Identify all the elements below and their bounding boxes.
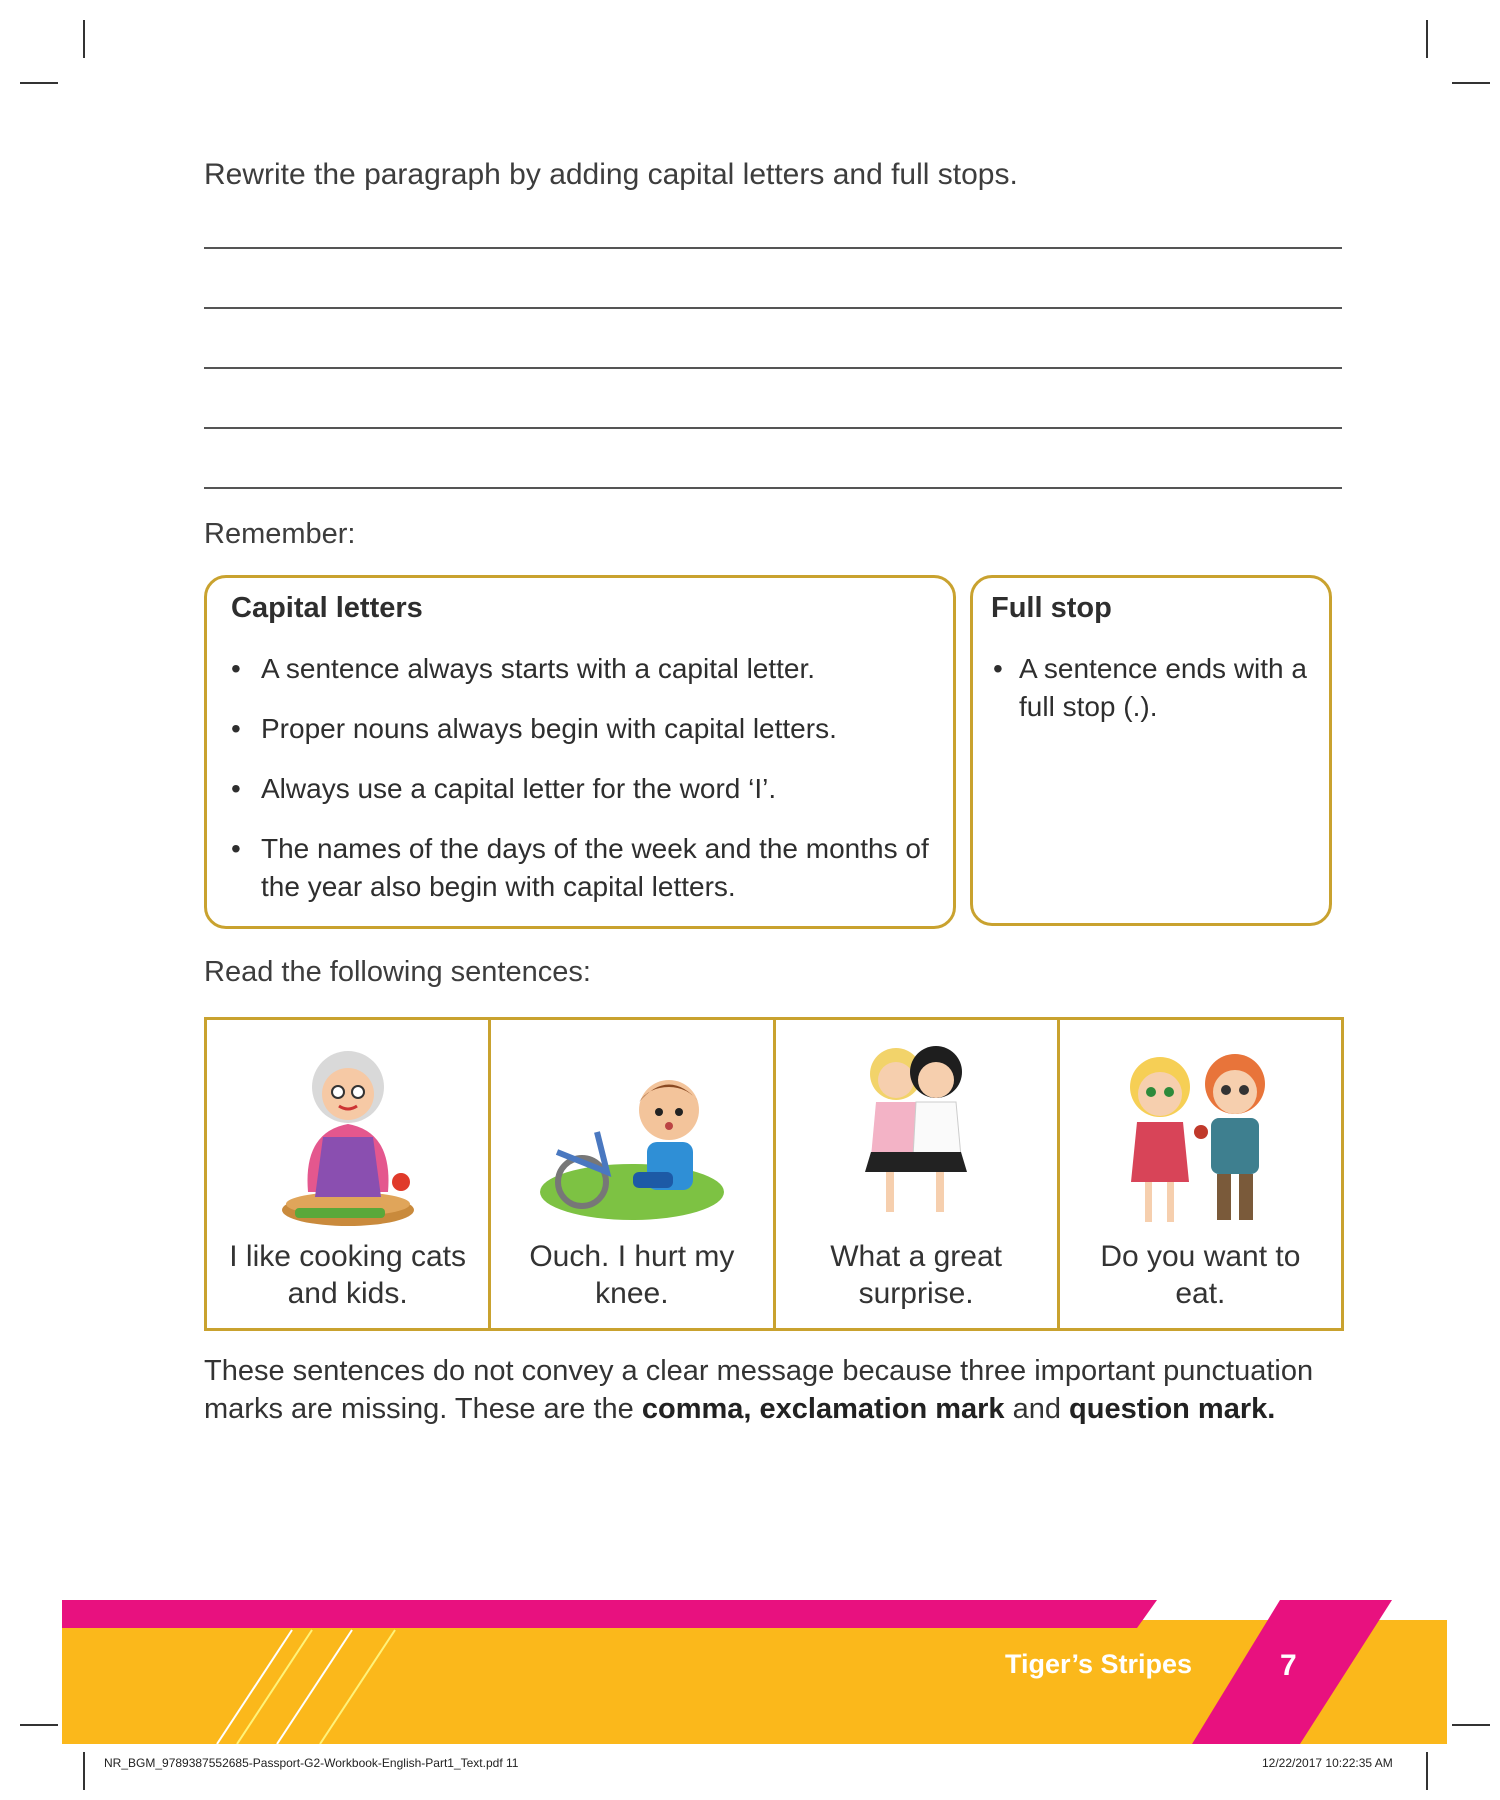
- sentence-caption: Ouch. I hurt my knee.: [529, 1240, 735, 1310]
- instruction-text: Rewrite the paragraph by adding capital letters and full stops.: [204, 158, 1018, 191]
- print-slug-left: NR_BGM_9789387552685-Passport-G2-Workbook-English-Part1_Text.pdf 11: [104, 1756, 519, 1770]
- sentence-cell: [207, 1020, 491, 1328]
- writing-line[interactable]: [204, 307, 1342, 309]
- sentence-grid: [204, 1017, 1344, 1331]
- crop-mark: [1452, 1724, 1490, 1726]
- boy-hurt-knee-illustration: [537, 1032, 727, 1222]
- full-stop-rule: • A sentence ends with a full stop (.).: [993, 653, 1307, 722]
- capital-rule: • Proper nouns always begin with capital letters.: [231, 713, 837, 744]
- full-stop-title: Full stop: [991, 592, 1112, 624]
- girls-hugging-illustration: [841, 1032, 991, 1222]
- conclusion-paragraph: These sentences do not convey a clear message because three important punctuation marks are missing. These are the comma, exclamation mark and question mark.: [204, 1355, 1314, 1425]
- full-stop-box: [970, 575, 1332, 926]
- sentence-cell: [776, 1020, 1060, 1328]
- capital-letters-title: Capital letters: [231, 592, 423, 624]
- writing-line[interactable]: [204, 247, 1342, 249]
- crop-mark: [1452, 82, 1490, 84]
- capital-rule: • Always use a capital letter for the word ‘I’.: [231, 773, 777, 804]
- sentence-cell: [491, 1020, 775, 1328]
- crop-mark: [20, 82, 58, 84]
- grandma-cooking-illustration: [273, 1032, 423, 1232]
- crop-mark: [20, 1724, 58, 1726]
- sentence-caption: I like cooking cats and kids.: [229, 1240, 467, 1310]
- crop-mark: [1426, 1752, 1428, 1790]
- footer-title: Tiger’s Stripes: [1005, 1649, 1193, 1679]
- kids-offering-food-illustration: [1105, 1032, 1295, 1232]
- crop-mark: [83, 20, 85, 58]
- sentence-cell: [1060, 1020, 1341, 1328]
- remember-label: Remember:: [204, 518, 356, 550]
- capital-rule: • A sentence always starts with a capital letter.: [231, 653, 816, 684]
- capital-rule: • The names of the days of the week and the months of the year also begin with capital letters.: [231, 833, 929, 902]
- print-slug-right: 12/22/2017 10:22:35 AM: [1262, 1756, 1393, 1770]
- sentence-caption: Do you want to eat.: [1100, 1240, 1301, 1310]
- sentence-caption: What a great surprise.: [830, 1240, 1002, 1310]
- writing-line[interactable]: [204, 487, 1342, 489]
- read-label: Read the following sentences:: [204, 956, 591, 988]
- footer-banner: [62, 1600, 1447, 1744]
- writing-line[interactable]: [204, 367, 1342, 369]
- page-number: 7: [1280, 1649, 1297, 1682]
- crop-mark: [1426, 20, 1428, 58]
- writing-line[interactable]: [204, 427, 1342, 429]
- crop-mark: [83, 1752, 85, 1790]
